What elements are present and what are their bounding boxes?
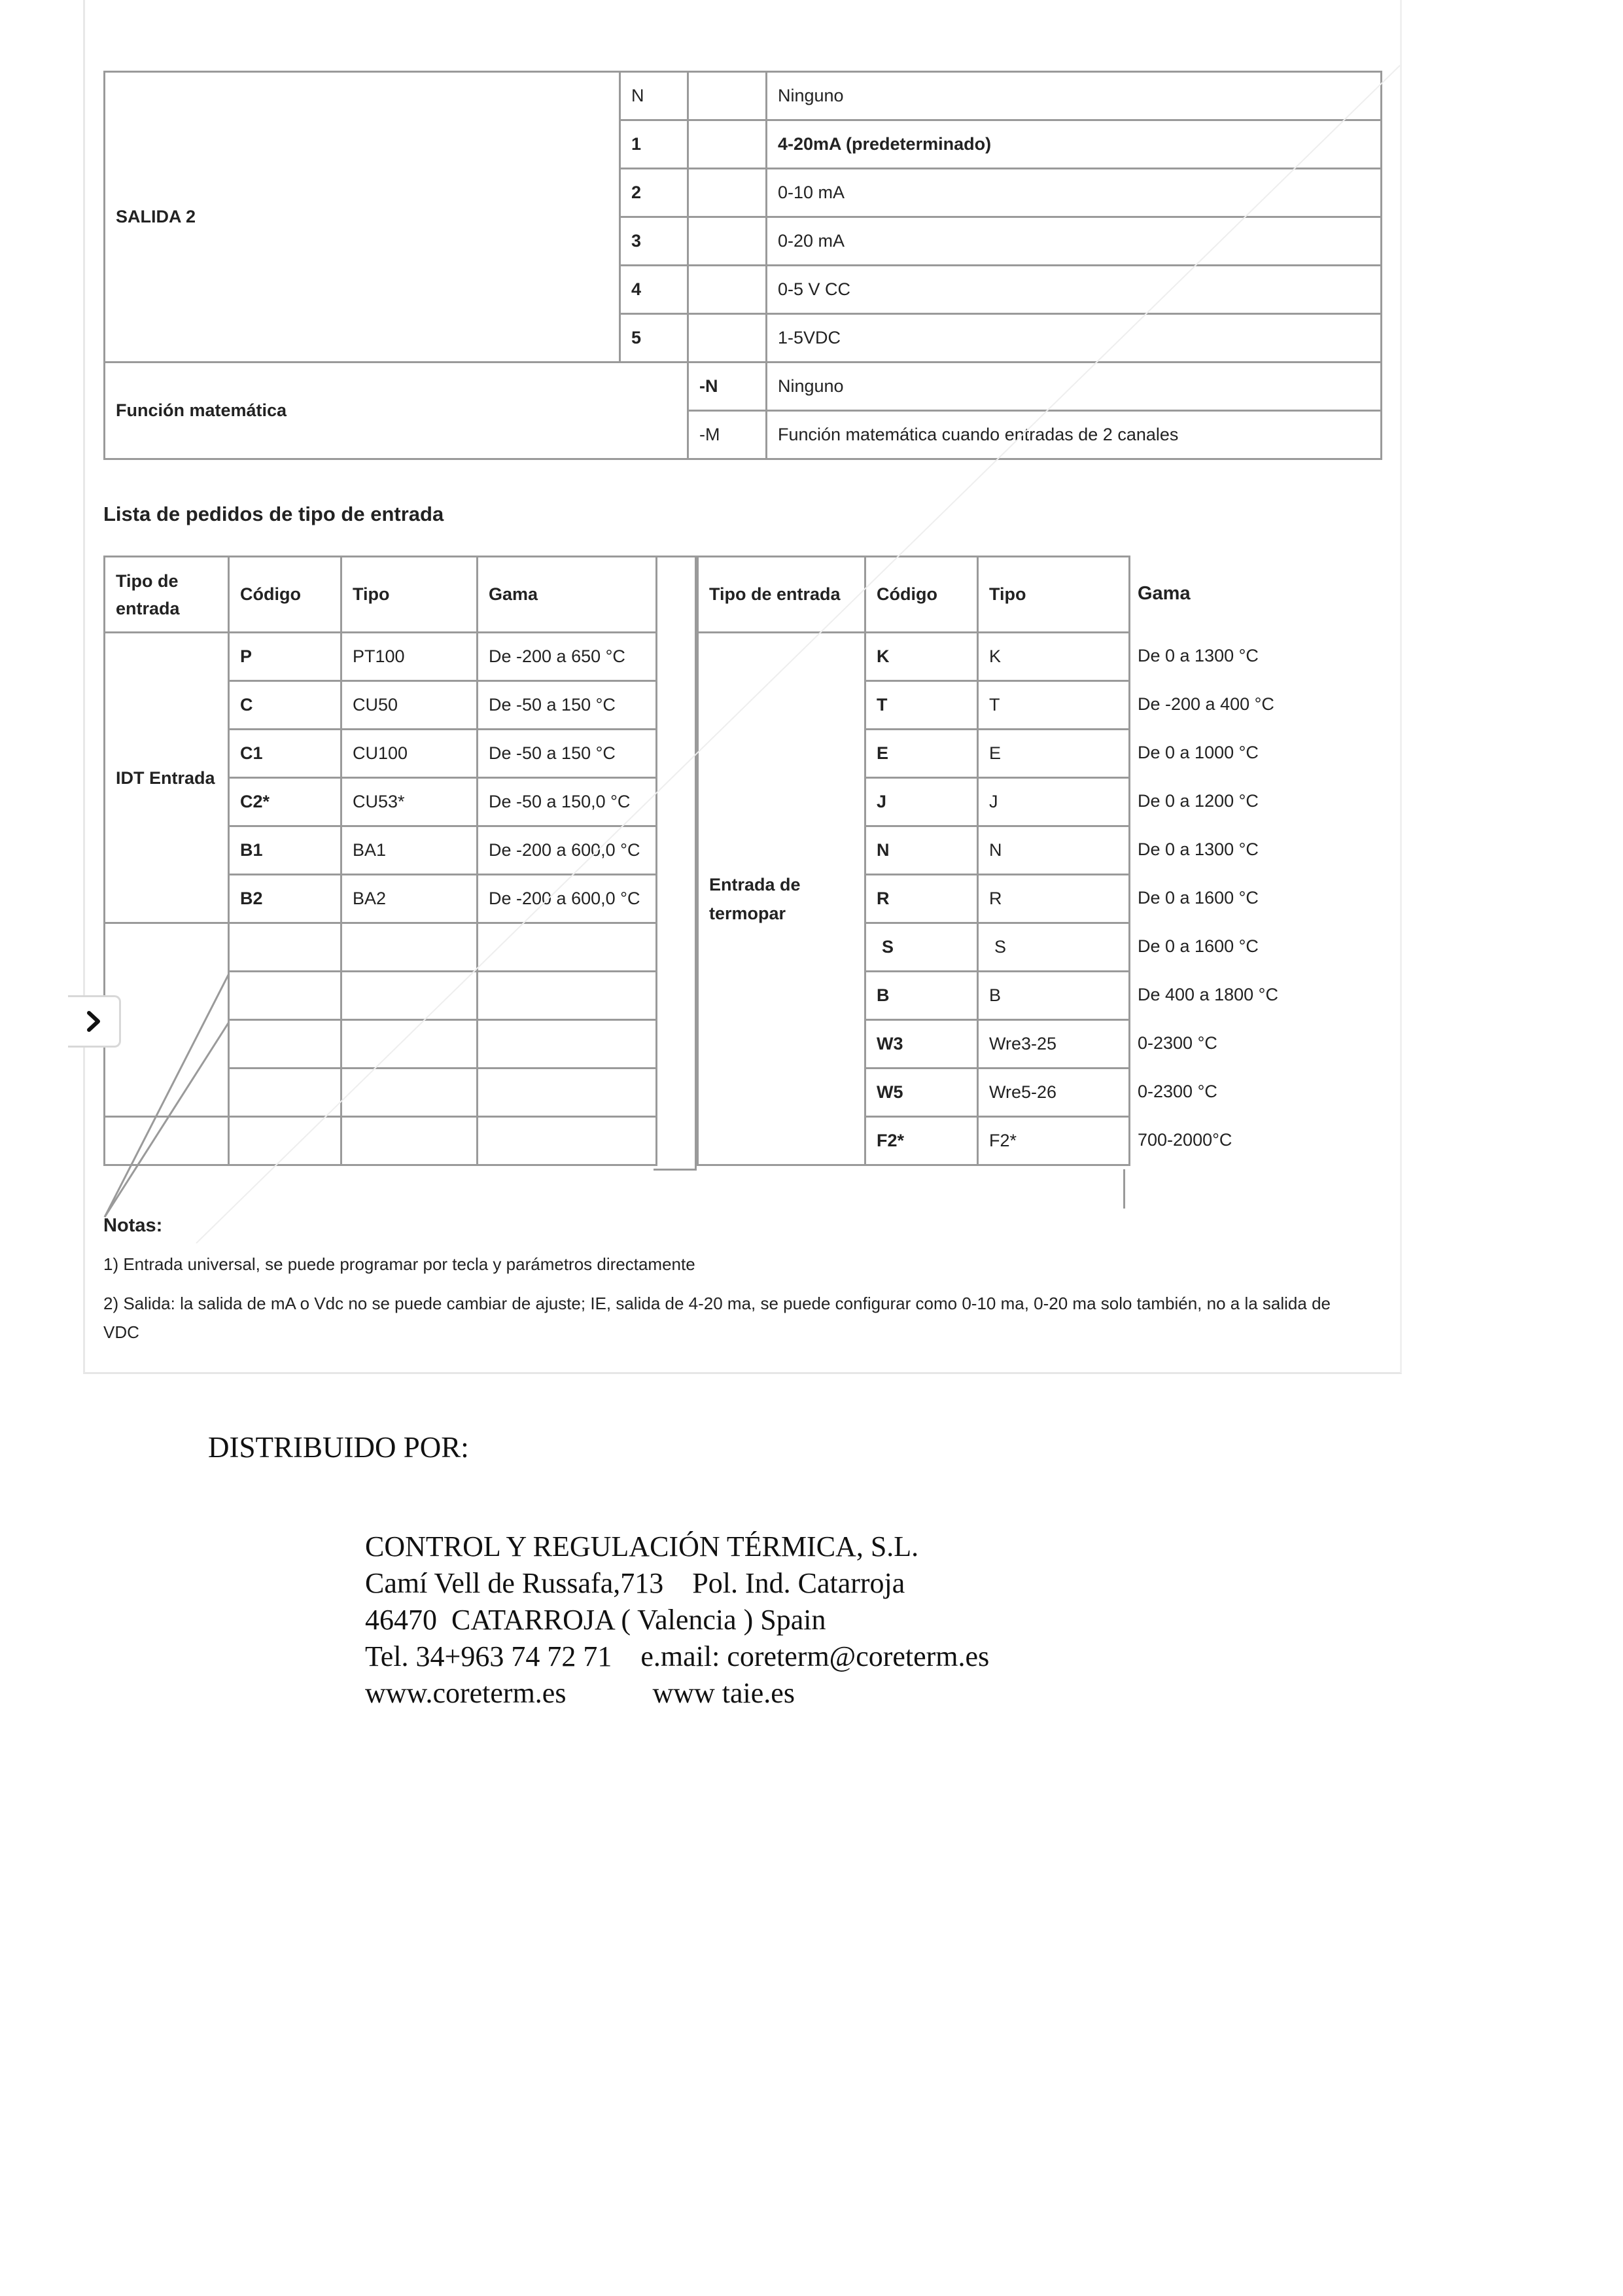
tc-code: W5: [865, 1069, 978, 1117]
salida2-code: 3: [620, 217, 688, 266]
tc-range: De -200 a 400 °C: [1138, 694, 1274, 714]
tc-range: De 400 a 1800 °C: [1138, 985, 1278, 1004]
funcion-code: -N: [688, 362, 767, 411]
tc-code: W3: [865, 1020, 978, 1069]
rtd-range: De -200 a 600,0 °C: [478, 826, 657, 875]
tc-type: F2*: [978, 1117, 1130, 1165]
tc-type: B: [978, 972, 1130, 1020]
tc-type: E: [978, 730, 1130, 778]
section-title: Lista de pedidos de tipo de entrada: [103, 503, 444, 525]
tc-type: Wre3-25: [978, 1020, 1130, 1069]
chevron-right-icon: [84, 1010, 103, 1033]
distributor-heading: DISTRIBUIDO POR:: [208, 1431, 469, 1464]
rtd-range: De -200 a 600,0 °C: [478, 875, 657, 923]
rtd-range: De -200 a 650 °C: [478, 633, 657, 681]
salida2-label: SALIDA 2: [105, 72, 620, 362]
salida2-desc: 0-5 V CC: [767, 266, 1382, 314]
rtd-code: P: [229, 633, 341, 681]
tc-type: T: [978, 681, 1130, 730]
tc-type: Wre5-26: [978, 1069, 1130, 1117]
left-header-tipo: Tipo de entrada: [105, 557, 229, 633]
salida2-code: 2: [620, 169, 688, 217]
tc-range: De 0 a 1600 °C: [1138, 888, 1259, 908]
tc-range: De 0 a 1300 °C: [1138, 839, 1259, 859]
rtd-range: De -50 a 150,0 °C: [478, 778, 657, 826]
tc-code: F2*: [865, 1117, 978, 1165]
tc-range: De 0 a 1200 °C: [1138, 791, 1259, 811]
right-header-codigo: Código: [865, 557, 978, 633]
salida2-desc: 4-20mA (predeterminado): [767, 120, 1382, 169]
rtd-code: B2: [229, 875, 341, 923]
websites-line: www.coreterm.es www taie.es: [365, 1677, 795, 1709]
tc-range: De 0 a 1300 °C: [1138, 646, 1259, 665]
rtd-type: BA1: [341, 826, 478, 875]
right-header-gama: Gama: [1138, 583, 1191, 604]
tc-range: De 0 a 1000 °C: [1138, 743, 1259, 762]
tc-code: S: [865, 923, 978, 972]
tc-code: B: [865, 972, 978, 1020]
tc-range: 0-2300 °C: [1138, 1033, 1217, 1053]
tc-type: R: [978, 875, 1130, 923]
rtd-range: De -50 a 150 °C: [478, 681, 657, 730]
termopar-group-label: Entrada de termopar: [698, 633, 865, 1165]
tc-type: N: [978, 826, 1130, 875]
salida2-desc: 1-5VDC: [767, 314, 1382, 362]
salida2-desc: 0-10 mA: [767, 169, 1382, 217]
salida2-code: 4: [620, 266, 688, 314]
tc-code: T: [865, 681, 978, 730]
chevron-right-button[interactable]: [68, 995, 121, 1048]
tc-range: 0-2300 °C: [1138, 1082, 1217, 1101]
funcion-desc: Función matemática cuando entradas de 2 canales: [767, 411, 1382, 459]
rtd-code: C2*: [229, 778, 341, 826]
funcion-desc: Ninguno: [767, 362, 1382, 411]
funcion-code: -M: [688, 411, 767, 459]
tc-code: J: [865, 778, 978, 826]
tc-range: De 0 a 1600 °C: [1138, 936, 1259, 956]
note-2: 2) Salida: la salida de mA o Vdc no se puede cambiar de ajuste; IE, salida de 4-20 ma, se puede configurar como 0-10 ma, 0-20 ma solo también, no a la salida de VDC: [103, 1294, 1331, 1342]
tc-type: K: [978, 633, 1130, 681]
rtd-type: BA2: [341, 875, 478, 923]
salida2-desc: 0-20 mA: [767, 217, 1382, 266]
street-address: Camí Vell de Russafa,713 Pol. Ind. Catarroja: [365, 1567, 905, 1599]
salida2-desc: Ninguno: [767, 72, 1382, 120]
contact-line: Tel. 34+963 74 72 71 e.mail: coreterm@coreterm.es: [365, 1640, 990, 1672]
right-header-tipo: Tipo de entrada: [698, 557, 865, 633]
left-header-gama: Gama: [478, 557, 657, 633]
right-header-tipo-col: Tipo: [978, 557, 1130, 633]
tc-type: J: [978, 778, 1130, 826]
tc-code: E: [865, 730, 978, 778]
note-1: 1) Entrada universal, se puede programar por tecla y parámetros directamente: [103, 1254, 695, 1274]
funcion-label: Función matemática: [105, 362, 688, 459]
tc-code: N: [865, 826, 978, 875]
rtd-type: CU53*: [341, 778, 478, 826]
rtd-code: C: [229, 681, 341, 730]
notes-title: Notas:: [103, 1215, 163, 1236]
notes: [103, 1209, 1386, 1347]
rtd-type: CU100: [341, 730, 478, 778]
tc-code: R: [865, 875, 978, 923]
left-header-tipo-col: Tipo: [341, 557, 478, 633]
company-name: CONTROL Y REGULACIÓN TÉRMICA, S.L.: [365, 1530, 919, 1563]
distributor-address: [365, 1528, 989, 1712]
idt-group-label: IDT Entrada: [105, 633, 229, 923]
rtd-type: PT100: [341, 633, 478, 681]
rtd-code: B1: [229, 826, 341, 875]
left-header-codigo: Código: [229, 557, 341, 633]
salida2-code: N: [620, 72, 688, 120]
city-address: 46470 CATARROJA ( Valencia ) Spain: [365, 1604, 826, 1636]
salida2-code: 5: [620, 314, 688, 362]
rtd-type: CU50: [341, 681, 478, 730]
rtd-range: De -50 a 150 °C: [478, 730, 657, 778]
tc-range: 700-2000°C: [1138, 1130, 1232, 1150]
salida2-code: 1: [620, 120, 688, 169]
rtd-code: C1: [229, 730, 341, 778]
tc-code: K: [865, 633, 978, 681]
tc-type: S: [978, 923, 1130, 972]
